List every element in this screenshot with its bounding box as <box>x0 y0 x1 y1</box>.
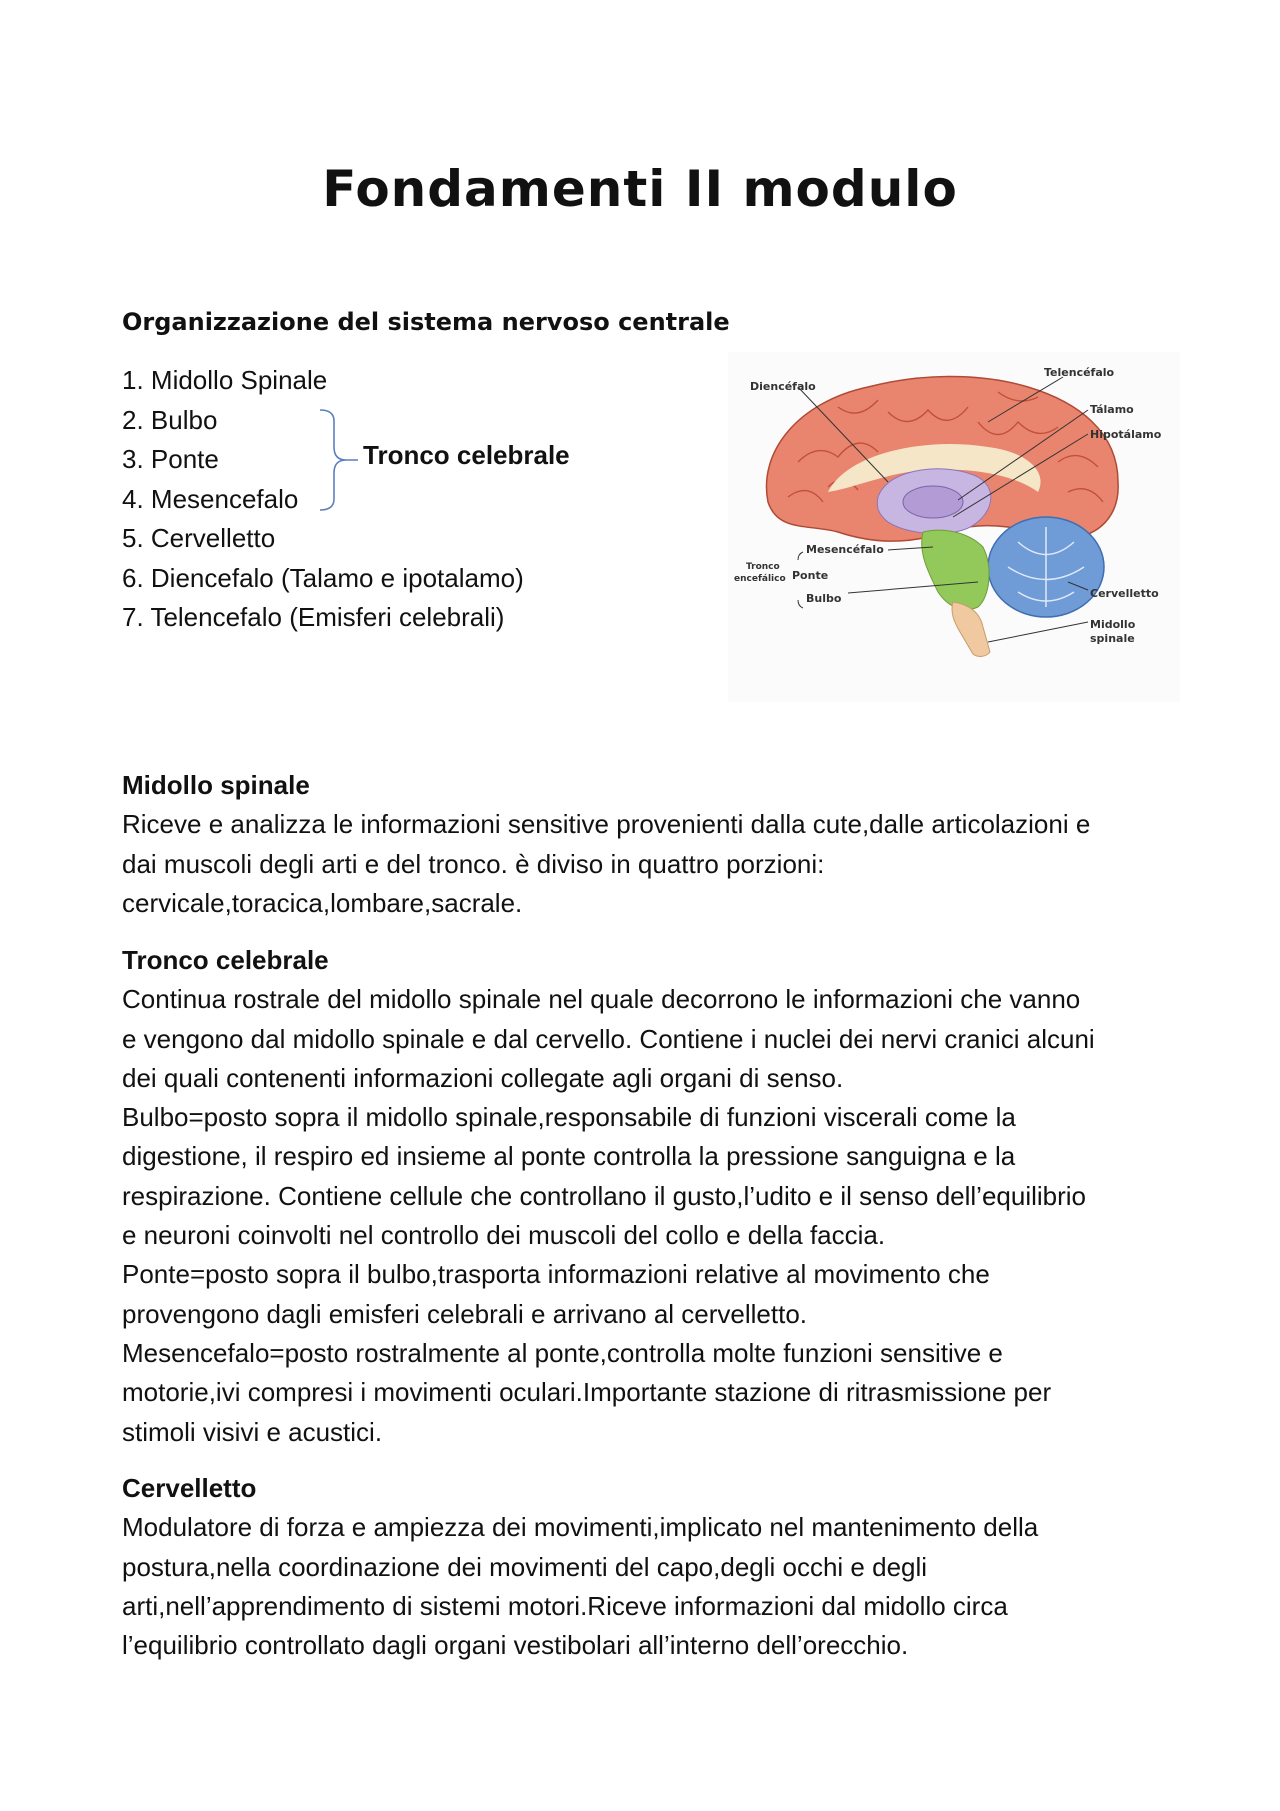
list-item: 7. Telencefalo (Emisferi celebrali) <box>122 602 505 632</box>
label-bulbo: Bulbo <box>806 592 842 605</box>
section-cervelletto <box>122 1469 1172 1665</box>
label-midollo: Midollo <box>1090 618 1136 631</box>
paragraph-line: Modulatore di forza e ampiezza dei movimenti,implicato nel mantenimento della <box>122 1512 1039 1543</box>
section-subtitle: Organizzazione del sistema nervoso centrale <box>122 308 730 336</box>
brain-diagram <box>728 352 1180 702</box>
section-tronco-celebrale <box>122 941 1172 1452</box>
section-midollo-spinale <box>122 766 1172 923</box>
list-item: 2. Bulbo <box>122 404 218 435</box>
paragraph-line: Ponte=posto sopra il bulbo,trasporta informazioni relative al movimento che <box>122 1259 990 1290</box>
paragraph-line: arti,nell’apprendimento di sistemi motori.Riceve informazioni dal midollo circa <box>122 1590 1008 1621</box>
label-talamo: Tálamo <box>1090 403 1134 416</box>
paragraph-line: motorie,ivi compresi i movimenti oculari.Importante stazione di ritrasmissione per <box>122 1377 1052 1408</box>
paragraph-line: cervicale,toracica,lombare,sacrale. <box>122 887 523 918</box>
section-heading: Tronco celebrale <box>122 945 329 975</box>
label-ponte: Ponte <box>792 569 829 582</box>
paragraph-line: provengono dagli emisferi celebrali e arrivano al cervelletto. <box>122 1298 808 1329</box>
section-heading: Midollo spinale <box>122 770 310 800</box>
paragraph-line: respirazione. Contiene cellule che controllano il gusto,l’udito e il senso dell’equilibrio <box>122 1180 1087 1211</box>
list-item: 6. Diencefalo (Talamo e ipotalamo) <box>122 562 524 593</box>
paragraph-line: Continua rostrale del midollo spinale nel quale decorrono le informazioni che vanno <box>122 984 1081 1015</box>
label-mesencefalo: Mesencéfalo <box>806 543 884 556</box>
paragraph-line: Mesencefalo=posto rostralmente al ponte,controlla molte funzioni sensitive e <box>122 1337 1003 1368</box>
list-item: 3. Ponte <box>122 444 219 474</box>
paragraph-line: stimoli visivi e acustici. <box>122 1416 383 1447</box>
paragraph-line: dei quali contenenti informazioni collegate agli organi di senso. <box>122 1062 844 1093</box>
paragraph-line: dai muscoli degli arti e del tronco. è diviso in quattro porzioni: <box>122 848 825 879</box>
paragraph-line: Riceve e analizza le informazioni sensitive provenienti dalla cute,dalle articolazioni e <box>122 809 1091 840</box>
paragraph-line: e neuroni coinvolti nel controllo dei muscoli del collo e della faccia. <box>122 1220 886 1251</box>
paragraph-line: l’equilibrio controllato dagli organi vestibolari all’interno dell’orecchio. <box>122 1630 909 1661</box>
section-heading: Cervelletto <box>122 1473 257 1503</box>
curly-brace <box>318 407 360 513</box>
page-title: Fondamenti II modulo <box>322 160 958 218</box>
paragraph-line: digestione, il respiro ed insieme al ponte controlla la pressione sanguigna e la <box>122 1141 1016 1172</box>
list-item: 1. Midollo Spinale <box>122 365 328 395</box>
label-spinale: spinale <box>1090 632 1135 645</box>
list-item: 4. Mesencefalo <box>122 483 299 514</box>
list-item: 5. Cervelletto <box>122 523 276 553</box>
label-telencefalo: Telencéfalo <box>1044 366 1115 379</box>
brace-label: Tronco celebrale <box>363 440 570 470</box>
thalamus-shape <box>903 486 963 518</box>
label-encefalico: encefálico <box>734 574 786 584</box>
label-cervelletto: Cervelletto <box>1090 587 1159 600</box>
label-diencefalo: Diencéfalo <box>750 380 816 393</box>
paragraph-line: postura,nella coordinazione dei movimenti del capo,degli occhi e degli <box>122 1551 928 1582</box>
label-hipotalamo: Hipotálamo <box>1090 428 1162 441</box>
label-tronco: Tronco <box>746 562 780 572</box>
paragraph-line: Bulbo=posto sopra il midollo spinale,responsabile di funzioni viscerali come la <box>122 1102 1016 1133</box>
paragraph-line: e vengono dal midollo spinale e dal cervello. Contiene i nuclei dei nervi cranici alcuni <box>122 1023 1095 1054</box>
